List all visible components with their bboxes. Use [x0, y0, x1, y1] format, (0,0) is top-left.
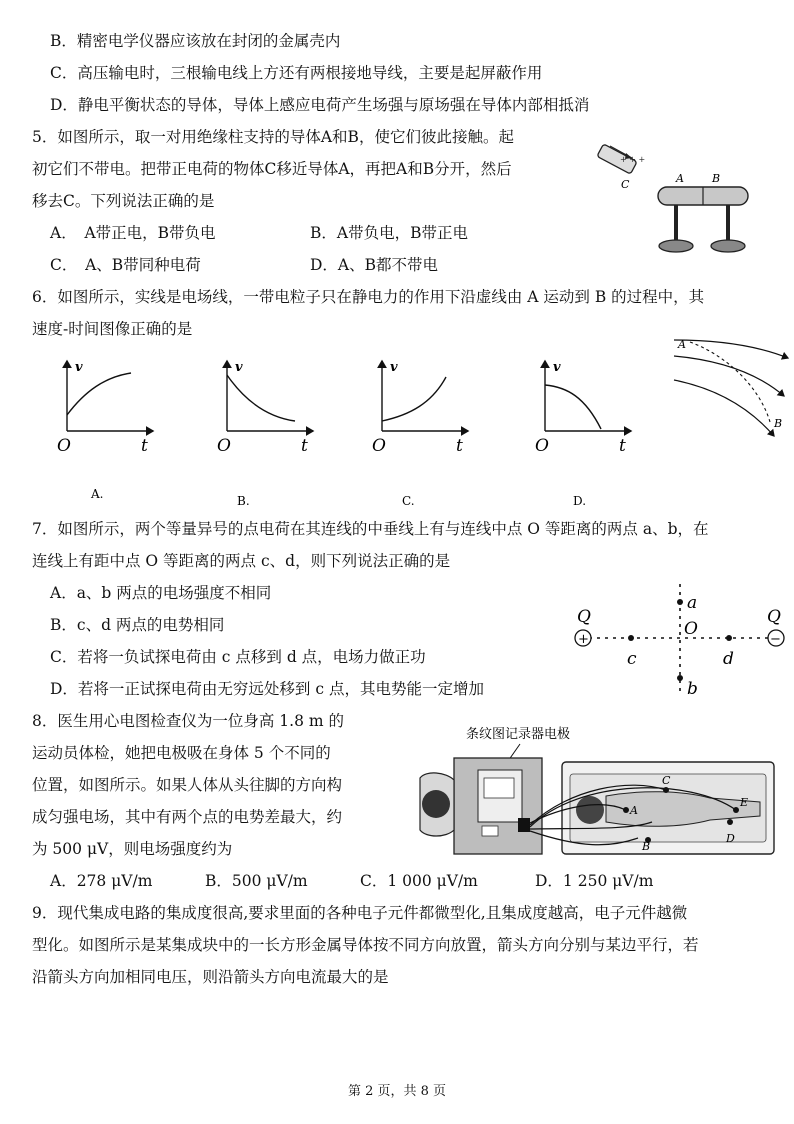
- svg-text:O: O: [372, 436, 386, 456]
- svg-text:v: v: [75, 360, 83, 375]
- q7-option-a: A．a、b 两点的电场强度不相同: [50, 584, 272, 602]
- patient: [576, 796, 604, 824]
- svg-text:O: O: [535, 436, 549, 456]
- label-b: B: [712, 172, 721, 185]
- graph-d: [535, 360, 631, 508]
- graph-b: [217, 360, 313, 508]
- point-b: b: [687, 679, 698, 699]
- graph-b-label: B.: [237, 494, 250, 508]
- svg-text:t: t: [456, 436, 463, 456]
- q7-stem-line1: 7．如图所示，两个等量异号的点电荷在其连线的中垂线上有与连线中点 O 等距离的两点 a、b，在: [32, 520, 709, 538]
- q9-stem-line2: 型化。如图所示是某集成块中的一长方形金属导体按不同方向放置，箭头方向分别与某边平行，若: [32, 936, 699, 954]
- q9-stem-line1: 9．现代集成电路的集成度很高,要求里面的各种电子元件都微型化,且集成度越高，电子元件越微: [32, 904, 688, 922]
- svg-text:t: t: [301, 436, 308, 456]
- q5-stem-line3: 移去C。下列说法正确的是: [32, 192, 215, 210]
- point-d: d: [723, 649, 734, 669]
- point-a: a: [687, 593, 698, 613]
- field-label-a: A: [678, 338, 686, 351]
- q7-option-d: D．若将一正试探电荷由无穷远处移到 c 点，其电势能一定增加: [50, 680, 484, 698]
- q7-charges-figure: [565, 582, 790, 700]
- q8-option-b: B．500 μV/m: [205, 872, 308, 890]
- graph-d-label: D.: [573, 494, 587, 508]
- label-c: C: [621, 178, 630, 191]
- q6-vt-graphs: [55, 355, 655, 513]
- q4-option-c: C．高压输电时，三根输电线上方还有两根接地导线，主要是起屏蔽作用: [50, 64, 543, 82]
- q8-stem-line1: 8．医生用心电图检查仪为一位身高 1.8 m 的: [32, 712, 344, 730]
- q6-field-lines-figure: [668, 330, 792, 442]
- graph-c-label: C.: [402, 494, 415, 508]
- q8-ecg-figure: [410, 718, 788, 866]
- q5-stem-line2: 初它们不带电。把带正电荷的物体C移近导体A，再把A和B分开，然后: [32, 160, 512, 178]
- q4-option-d: D．静电平衡状态的导体，导体上感应电荷产生场强与原场强在导体内部相抵消: [50, 96, 590, 114]
- q6-stem-line2: 速度-时间图像正确的是: [32, 320, 193, 338]
- q8-stem-line2: 运动员体检，她把电极吸在身体 5 个不同的: [32, 744, 331, 762]
- svg-text:O: O: [217, 436, 231, 456]
- graph-a-label: A.: [91, 487, 104, 501]
- label-a: A: [676, 172, 684, 185]
- q9-stem-line3: 沿箭头方向加相同电压，则沿箭头方向电流最大的是: [32, 968, 389, 986]
- q8-stem-line5: 为 500 μV，则电场强度约为: [32, 840, 233, 858]
- q5-option-d: D．A、B都不带电: [310, 256, 439, 274]
- q4-option-b: B．精密电学仪器应该放在封闭的金属壳内: [50, 32, 341, 50]
- q5-conductor-figure: [588, 140, 773, 260]
- svg-text:t: t: [619, 436, 626, 456]
- q7-stem-line2: 连线上有距中点 O 等距离的两点 c、d，则下列说法正确的是: [32, 552, 451, 570]
- charged-rod-c: [597, 144, 645, 174]
- q8-option-d: D．1 250 μV/m: [535, 872, 654, 890]
- q7-option-c: C．若将一负试探电荷由 c 点移到 d 点，电场力做正功: [50, 648, 426, 666]
- ecg-caption: 条纹图记录器电极: [466, 727, 571, 742]
- electrode-a: A: [630, 804, 638, 817]
- electrode-e: E: [740, 796, 749, 809]
- field-label-b: B: [774, 417, 783, 430]
- q8-option-c: C．1 000 μV/m: [360, 872, 478, 890]
- q7-option-b: B．c、d 两点的电势相同: [50, 616, 225, 634]
- svg-text:t: t: [141, 436, 148, 456]
- q5-stem-line1: 5．如图所示，取一对用绝缘柱支持的导体A和B，使它们彼此接触。起: [32, 128, 514, 146]
- electrode-b: B: [642, 840, 651, 853]
- svg-text:+ + +: + + +: [620, 155, 646, 164]
- electrode-d: D: [726, 832, 735, 845]
- point-c: c: [627, 649, 637, 669]
- q8-stem-line3: 位置，如图所示。如果人体从头往脚的方向构: [32, 776, 343, 794]
- page-footer: 第 2 页，共 8 页: [347, 1084, 447, 1099]
- svg-text:−: −: [770, 632, 781, 647]
- graph-c: [372, 360, 468, 508]
- q5-option-b: B．A带负电，B带正电: [310, 224, 468, 242]
- point-o: O: [684, 619, 698, 639]
- svg-text:+: +: [578, 632, 589, 647]
- svg-text:Q: Q: [577, 607, 591, 627]
- electrode-c: C: [662, 774, 671, 787]
- svg-text:v: v: [553, 360, 561, 375]
- svg-text:O: O: [57, 436, 71, 456]
- q8-stem-line4: 成匀强电场，其中有两个点的电势差最大，约: [32, 808, 343, 826]
- graph-a: [57, 360, 153, 501]
- q5-option-a: A． A带正电，B带负电: [50, 224, 216, 242]
- q6-stem-line1: 6．如图所示，实线是电场线，一带电粒子只在静电力的作用下沿虚线由 A 运动到 B 的过程中，其: [32, 288, 705, 306]
- q5-option-c: C． A、B带同种电荷: [50, 256, 201, 274]
- svg-text:Q: Q: [767, 607, 781, 627]
- svg-text:v: v: [235, 360, 243, 375]
- q8-option-a: A．278 μV/m: [50, 872, 153, 890]
- svg-text:v: v: [390, 360, 398, 375]
